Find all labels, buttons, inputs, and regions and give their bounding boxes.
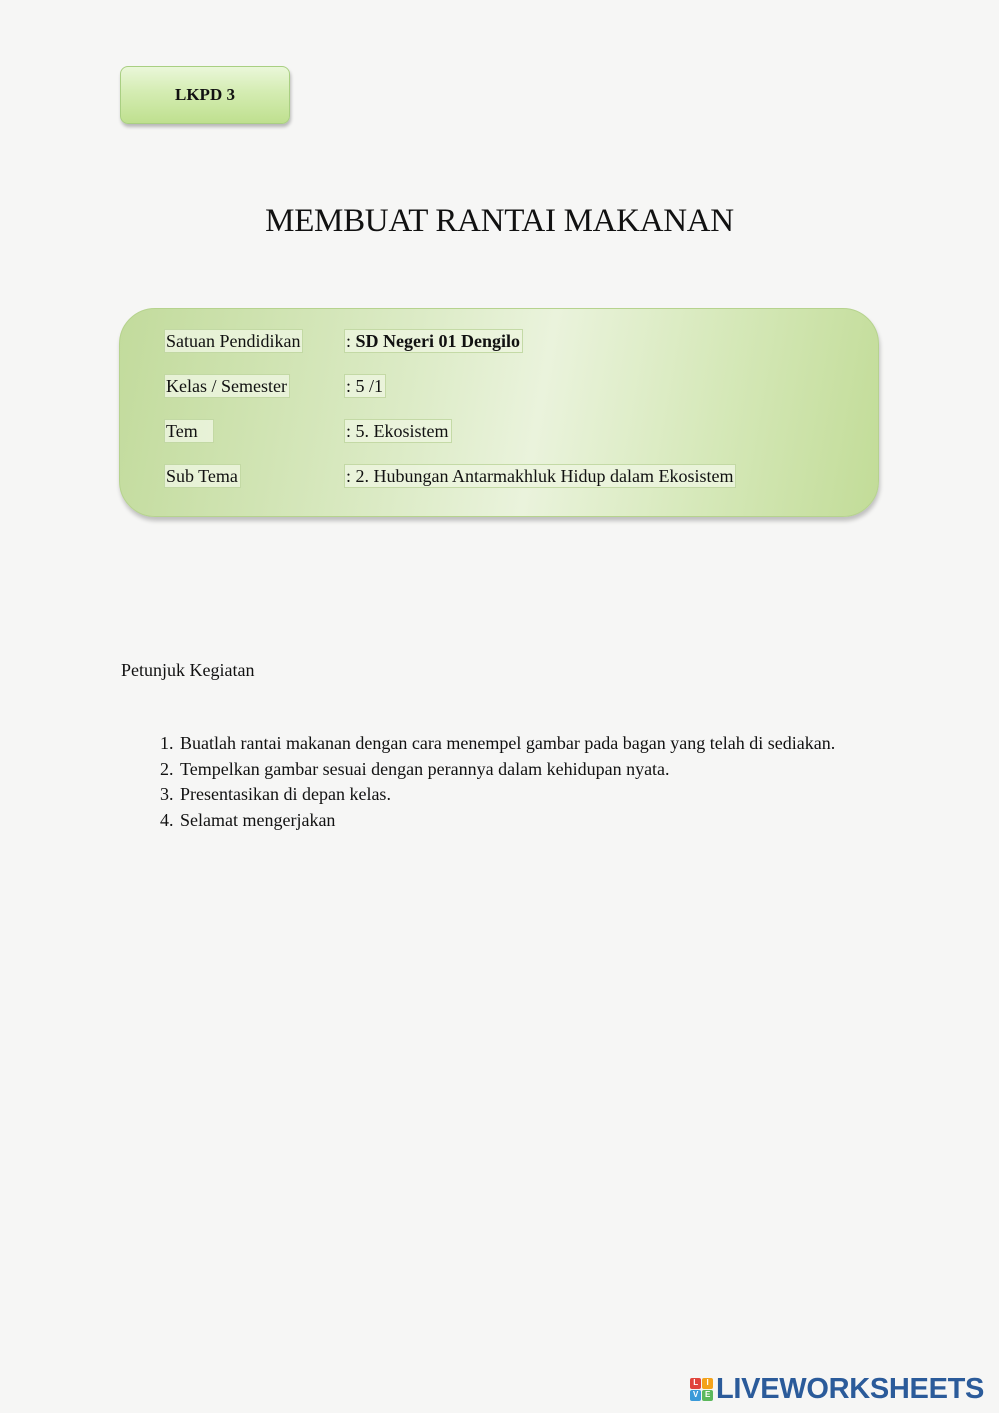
info-row-satuan-pendidikan xyxy=(164,329,844,353)
info-label: Satuan Pendidikan xyxy=(164,329,303,353)
list-item: 1. Buatlah rantai makanan dengan cara menempel gambar pada bagan yang telah di sediakan. xyxy=(160,733,836,753)
info-value: : SD Negeri 01 Dengilo xyxy=(344,329,523,353)
info-label: Sub Tema xyxy=(164,464,241,488)
list-item: 4. Selamat mengerjakan xyxy=(160,809,336,830)
instructions-heading: Petunjuk Kegiatan xyxy=(121,660,255,680)
info-label: Kelas / Semester xyxy=(164,374,290,398)
page-title: MEMBUAT RANTAI MAKANAN xyxy=(265,203,734,239)
info-box xyxy=(119,308,879,517)
info-row-kelas-semester xyxy=(164,374,844,398)
list-item: 2. Tempelkan gambar sesuai dengan perannya dalam kehidupan nyata. xyxy=(160,758,670,779)
instructions-list xyxy=(160,731,860,833)
lkpd-badge xyxy=(120,66,290,124)
logo-text: LIVEWORKSHEETS xyxy=(716,1372,985,1405)
list-item: 3. Presentasikan di depan kelas. xyxy=(160,784,391,804)
info-label: Tem xyxy=(164,419,214,443)
logo-grid-icon: L I V E xyxy=(690,1378,713,1401)
info-value: : 5. Ekosistem xyxy=(344,419,452,443)
badge-label: LKPD 3 xyxy=(175,85,235,104)
info-value: : 5 /1 xyxy=(344,374,386,398)
info-row-sub-tema xyxy=(164,464,844,488)
info-value: : 2. Hubungan Antarmakhluk Hidup dalam Ekosistem xyxy=(344,464,736,488)
liveworksheets-logo xyxy=(690,1372,984,1406)
info-row-tema xyxy=(164,419,844,443)
